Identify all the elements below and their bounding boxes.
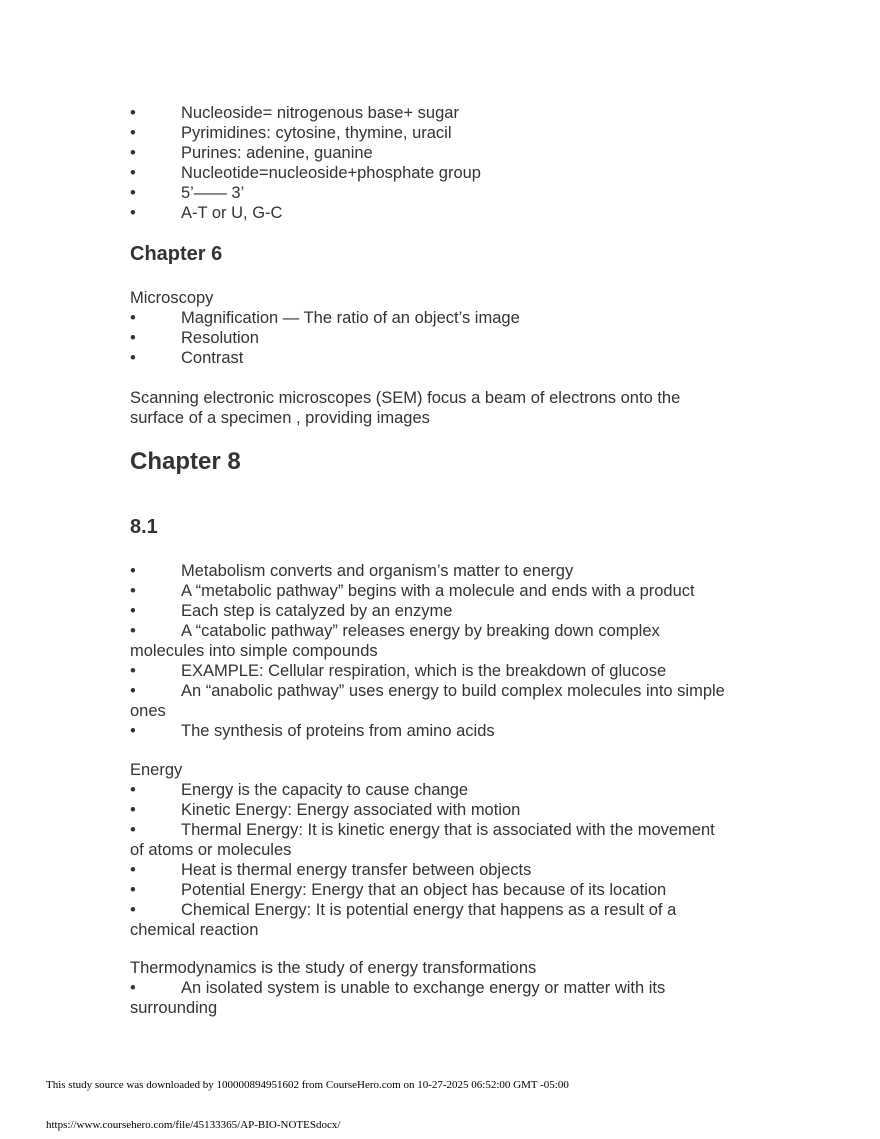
bullet-icon: • bbox=[130, 622, 136, 640]
list-item bbox=[130, 561, 770, 581]
list-item bbox=[130, 348, 770, 368]
thermodynamics-section bbox=[130, 958, 770, 1018]
energy-section bbox=[130, 760, 770, 940]
list-item-continuation: surrounding bbox=[130, 999, 218, 1017]
list-item-text: Metabolism converts and organism’s matter to energy bbox=[181, 562, 574, 580]
sem-line-2: surface of a specimen , providing images bbox=[130, 409, 430, 427]
list-item bbox=[130, 681, 770, 701]
list-item bbox=[130, 860, 770, 880]
bullet-icon: • bbox=[130, 861, 136, 879]
list-item bbox=[130, 661, 770, 681]
chapter-8-heading: Chapter 8 bbox=[130, 448, 241, 475]
list-item-text: Chemical Energy: It is potential energy that happens as a result of a bbox=[181, 901, 677, 919]
microscopy-section bbox=[130, 288, 770, 368]
list-item-text: Magnification — The ratio of an object’s image bbox=[181, 309, 520, 327]
list-item-text: Heat is thermal energy transfer between objects bbox=[181, 861, 532, 879]
list-item-text: EXAMPLE: Cellular respiration, which is the breakdown of glucose bbox=[181, 662, 667, 680]
bullet-icon: • bbox=[130, 164, 136, 182]
bullet-icon: • bbox=[130, 104, 136, 122]
list-item-text: An isolated system is unable to exchange energy or matter with its bbox=[181, 979, 666, 997]
bullet-icon: • bbox=[130, 722, 136, 740]
metabolism-list bbox=[130, 561, 770, 741]
list-item-text: Thermal Energy: It is kinetic energy that is associated with the movement bbox=[181, 821, 715, 839]
list-item bbox=[130, 581, 770, 601]
list-item bbox=[130, 328, 770, 348]
bullet-icon: • bbox=[130, 682, 136, 700]
list-item bbox=[130, 143, 770, 163]
bullet-icon: • bbox=[130, 329, 136, 347]
list-item-text: Pyrimidines: cytosine, thymine, uracil bbox=[181, 124, 452, 142]
section-8-1-heading: 8.1 bbox=[130, 516, 158, 538]
list-item-text: Contrast bbox=[181, 349, 244, 367]
list-item bbox=[130, 203, 770, 223]
list-item bbox=[130, 123, 770, 143]
bullet-icon: • bbox=[130, 781, 136, 799]
bullet-icon: • bbox=[130, 901, 136, 919]
list-item bbox=[130, 621, 770, 641]
list-item bbox=[130, 721, 770, 741]
list-item bbox=[130, 308, 770, 328]
list-item-continuation: chemical reaction bbox=[130, 921, 259, 939]
bullet-icon: • bbox=[130, 144, 136, 162]
sem-paragraph bbox=[130, 388, 770, 428]
energy-label: Energy bbox=[130, 761, 183, 779]
source-url-link[interactable]: https://www.coursehero.com/file/45133365/AP-BIO-NOTESdocx/ bbox=[46, 1119, 341, 1131]
chapter-6-heading: Chapter 6 bbox=[130, 243, 223, 265]
list-item-text: Resolution bbox=[181, 329, 259, 347]
thermodynamics-label: Thermodynamics is the study of energy transformations bbox=[130, 959, 537, 977]
bullet-icon: • bbox=[130, 801, 136, 819]
bullet-icon: • bbox=[130, 582, 136, 600]
energy-list bbox=[130, 780, 770, 940]
microscopy-list bbox=[130, 308, 770, 368]
list-item bbox=[130, 820, 770, 840]
bullet-icon: • bbox=[130, 602, 136, 620]
list-item-text: A “metabolic pathway” begins with a molecule and ends with a product bbox=[181, 582, 695, 600]
list-item-text: 5’—— 3’ bbox=[181, 184, 245, 202]
sem-line-1: Scanning electronic microscopes (SEM) focus a beam of electrons onto the bbox=[130, 389, 681, 407]
list-item bbox=[130, 183, 770, 203]
list-item-text: Each step is catalyzed by an enzyme bbox=[181, 602, 453, 620]
list-item-text: A-T or U, G-C bbox=[181, 204, 283, 222]
bullet-icon: • bbox=[130, 821, 136, 839]
bullet-icon: • bbox=[130, 562, 136, 580]
list-item-text: An “anabolic pathway” uses energy to build complex molecules into simple bbox=[181, 682, 725, 700]
list-item-text: Nucleotide=nucleoside+phosphate group bbox=[181, 164, 481, 182]
list-item bbox=[130, 103, 770, 123]
list-item-text: Potential Energy: Energy that an object has because of its location bbox=[181, 881, 667, 899]
list-item bbox=[130, 163, 770, 183]
list-item bbox=[130, 780, 770, 800]
bullet-icon: • bbox=[130, 204, 136, 222]
list-item-text: Purines: adenine, guanine bbox=[181, 144, 373, 162]
thermodynamics-list bbox=[130, 978, 770, 1018]
list-item-continuation: ones bbox=[130, 702, 166, 720]
list-item-text: The synthesis of proteins from amino acids bbox=[181, 722, 495, 740]
bullet-icon: • bbox=[130, 662, 136, 680]
list-item-text: A “catabolic pathway” releases energy by breaking down complex bbox=[181, 622, 660, 640]
list-item bbox=[130, 880, 770, 900]
bullet-icon: • bbox=[130, 184, 136, 202]
list-item-continuation: molecules into simple compounds bbox=[130, 642, 378, 660]
list-item-text: Energy is the capacity to cause change bbox=[181, 781, 469, 799]
list-item-text: Nucleoside= nitrogenous base+ sugar bbox=[181, 104, 459, 122]
bullet-icon: • bbox=[130, 881, 136, 899]
microscopy-label: Microscopy bbox=[130, 289, 214, 307]
list-item bbox=[130, 800, 770, 820]
bullet-icon: • bbox=[130, 309, 136, 327]
bullet-icon: • bbox=[130, 124, 136, 142]
list-item bbox=[130, 900, 770, 920]
nucleotide-list bbox=[130, 103, 770, 223]
list-item bbox=[130, 601, 770, 621]
download-notice: This study source was downloaded by 100000894951602 from CourseHero.com on 10-27-2025 06:52:00 GMT -05:00 bbox=[46, 1079, 569, 1091]
list-item bbox=[130, 978, 770, 998]
list-item-continuation: of atoms or molecules bbox=[130, 841, 292, 859]
bullet-icon: • bbox=[130, 349, 136, 367]
list-item-text: Kinetic Energy: Energy associated with motion bbox=[181, 801, 521, 819]
bullet-icon: • bbox=[130, 979, 136, 997]
